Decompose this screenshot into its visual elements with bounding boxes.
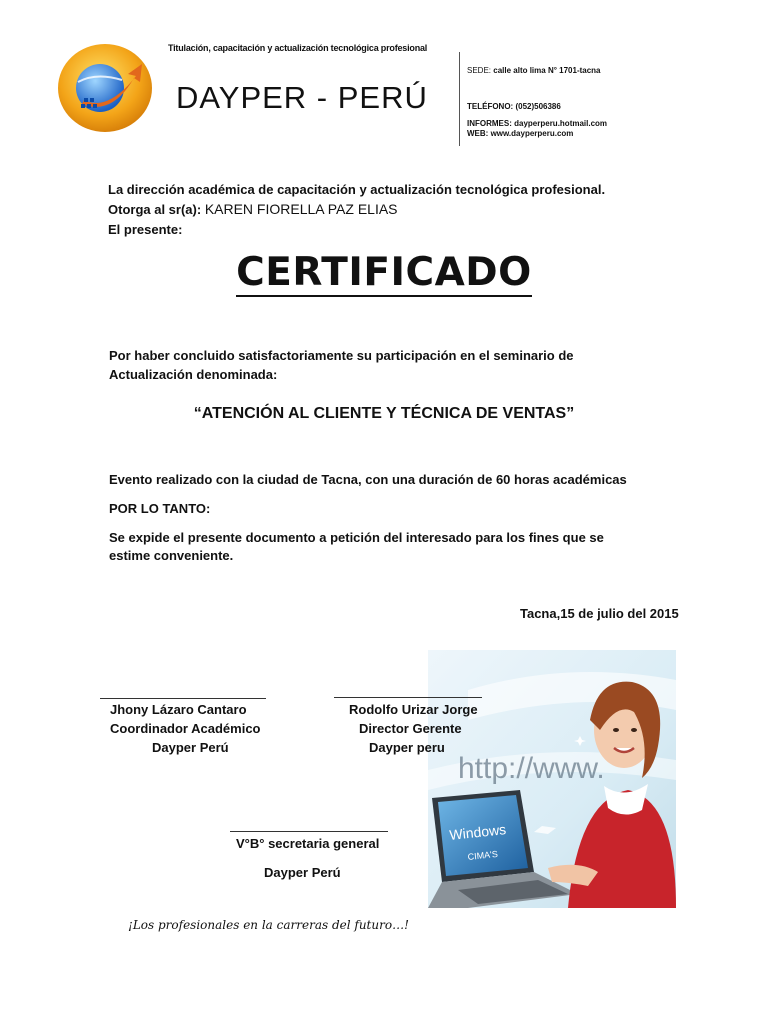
por-lo-tanto: POR LO TANTO:	[109, 501, 211, 516]
evento-line: Evento realizado con la ciudad de Tacna, con una duración de 60 horas académicas	[109, 472, 627, 487]
right-signer-org: Dayper peru	[369, 740, 445, 755]
contact-web	[467, 129, 573, 138]
tagline: Titulación, capacitación y actualización tecnológica profesional	[168, 43, 428, 53]
cima-text: CIMA'S	[467, 848, 499, 862]
promo-photo	[428, 650, 676, 908]
certificate-title: CERTIFICADO	[236, 250, 532, 295]
contact-telefono	[467, 102, 561, 111]
contact-sede	[467, 66, 601, 75]
header-divider	[459, 52, 460, 146]
expide-line1: Se expide el presente documento a petición del interesado para los fines que se	[109, 530, 604, 545]
motto: ¡Los profesionales en la carreras del futuro…!	[128, 918, 409, 932]
otorga-line	[108, 201, 398, 217]
informes-value: dayperperu.hotmail.com	[514, 119, 608, 128]
right-signer-role: Director Gerente	[359, 721, 462, 736]
url-text: http://www.	[458, 752, 605, 785]
sede-value: calle alto lima N° 1701-tacna	[493, 66, 601, 75]
signature-line-center	[230, 831, 388, 832]
web-value: www.dayperperu.com	[490, 129, 574, 138]
otorga-label: Otorga al sr(a):	[108, 202, 202, 217]
windows-text: Windows	[448, 821, 507, 843]
telefono-label: TELÉFONO:	[467, 102, 514, 111]
intro-line: La dirección académica de capacitación y actualización tecnológica profesional.	[108, 182, 606, 197]
recipient-name: KAREN FIORELLA PAZ ELIAS	[204, 201, 398, 217]
certificate-title-wrap	[0, 250, 768, 295]
center-signer-org: Dayper Perú	[264, 865, 341, 880]
body-p1-line2: Actualización denominada:	[109, 367, 278, 382]
left-signer-name: Jhony Lázaro Cantaro	[110, 702, 247, 717]
brand-name: DAYPER - PERÚ	[176, 80, 428, 115]
dayper-logo	[56, 42, 154, 134]
seminar-title: “ATENCIÓN AL CLIENTE Y TÉCNICA DE VENTAS”	[193, 405, 575, 422]
sede-label: SEDE:	[467, 66, 492, 75]
signature-line-left	[100, 698, 266, 699]
body-p1-line1: Por haber concluido satisfactoriamente su participación en el seminario de	[109, 348, 574, 363]
expide-line2: estime conveniente.	[109, 548, 234, 563]
left-signer-org: Dayper Perú	[152, 740, 229, 755]
presente-line: El presente:	[108, 222, 183, 237]
contact-informes	[467, 119, 607, 128]
issue-date: Tacna,15 de julio del 2015	[520, 606, 679, 621]
web-label: WEB:	[467, 129, 489, 138]
telefono-value: (052)506386	[515, 102, 561, 111]
signature-line-right	[334, 697, 482, 698]
left-signer-role: Coordinador Académico	[110, 721, 261, 736]
right-signer-name: Rodolfo Urizar Jorge	[349, 702, 478, 717]
center-signer-role: V°B° secretaria general	[236, 836, 380, 851]
informes-label: INFORMES:	[467, 119, 512, 128]
